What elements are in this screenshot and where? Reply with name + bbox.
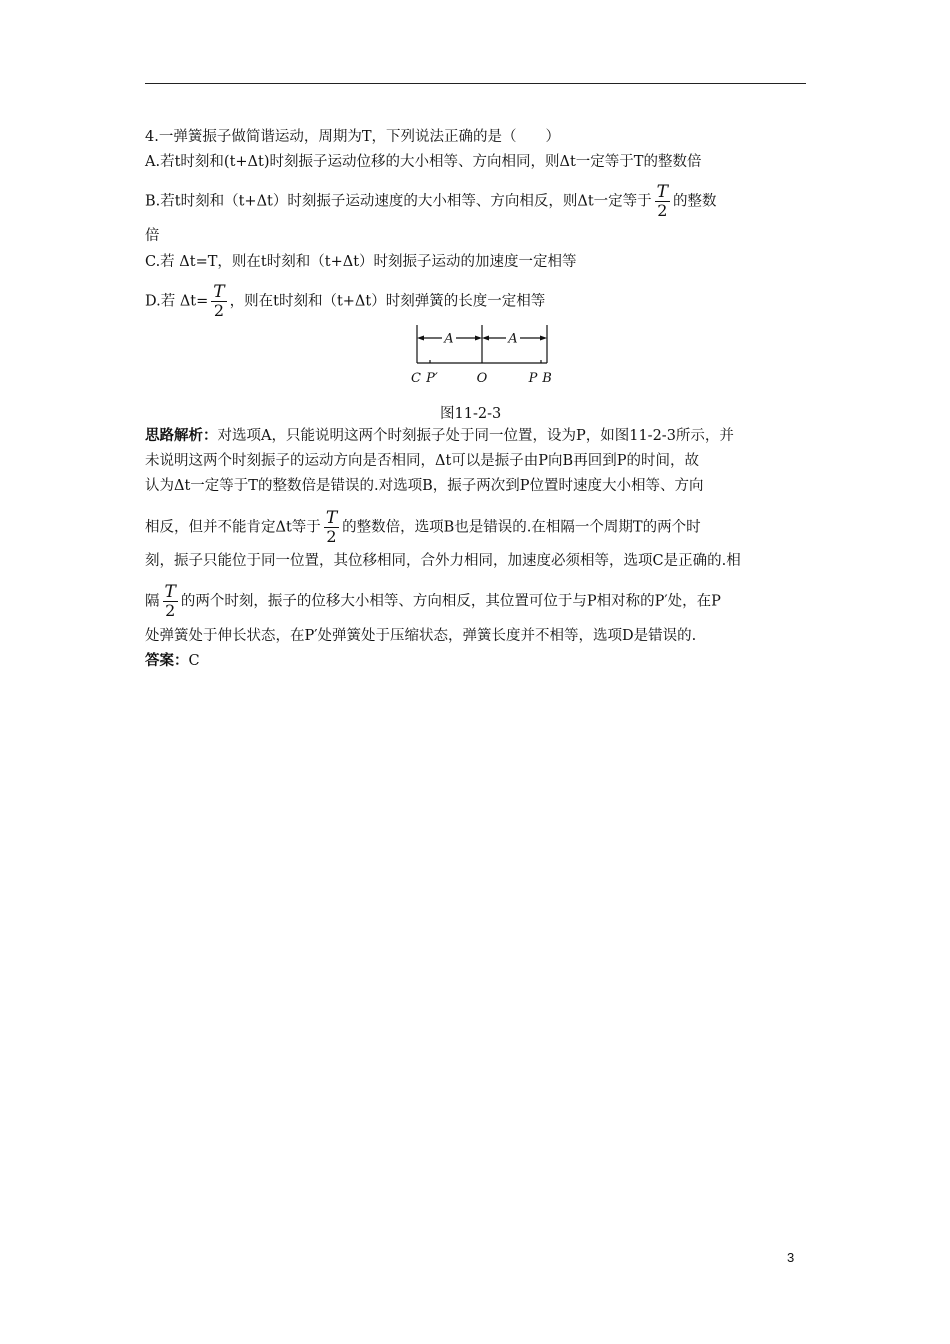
arrowhead bbox=[540, 336, 547, 341]
option-b-continued: 倍 bbox=[145, 228, 160, 244]
analysis-text: 对选项A，只能说明这两个时刻振子处于同一位置，设为P，如图11-2-3所示，并 bbox=[217, 428, 734, 444]
option-b-text-end: 的整数 bbox=[673, 193, 717, 210]
header-rule bbox=[145, 83, 806, 84]
option-a: A.若t时刻和(t+Δt)时刻振子运动位移的大小相等、方向相同，则Δt一定等于T的整数倍 bbox=[145, 154, 702, 170]
fraction-t-over-2 bbox=[163, 584, 178, 619]
analysis-line-4 bbox=[145, 510, 701, 545]
label-c: C bbox=[411, 371, 421, 386]
fraction-t-over-2 bbox=[324, 510, 339, 545]
analysis-text: 的整数倍，选项B也是错误的.在相隔一个周期T的两个时 bbox=[342, 519, 701, 536]
analysis-line-3: 认为Δt一定等于T的整数倍是错误的.对选项B，振子两次到P位置时速度大小相等、方向 bbox=[145, 478, 704, 494]
option-d bbox=[145, 284, 545, 319]
analysis-line-1 bbox=[145, 426, 734, 446]
analysis-text: 隔 bbox=[145, 593, 160, 610]
fraction-t-over-2 bbox=[655, 184, 670, 219]
fraction-denominator: 2 bbox=[213, 301, 225, 320]
arrowhead bbox=[417, 336, 424, 341]
arrowhead bbox=[475, 336, 482, 341]
analysis-text: 相反，但并不能肯定Δt等于 bbox=[145, 519, 321, 536]
fraction-numerator: T bbox=[213, 282, 225, 302]
fraction-denominator: 2 bbox=[165, 601, 176, 620]
analysis-text: 的两个时刻，振子的位移大小相等、方向相反，其位置可位于与P相对称的P′处，在P bbox=[180, 593, 721, 610]
analysis-line-7: 处弹簧处于伸长状态，在P′处弹簧处于压缩状态，弹簧长度并不相等，选项D是错误的. bbox=[145, 628, 697, 644]
analysis-line-5: 刻，振子只能位于同一位置，其位移相同，合外力相同，加速度必须相等，选项C是正确的.相 bbox=[145, 553, 741, 569]
option-c: C.若 Δt=T，则在t时刻和（t+Δt）时刻振子运动的加速度一定相等 bbox=[145, 254, 577, 270]
option-b bbox=[145, 184, 717, 219]
fraction-numerator: T bbox=[325, 508, 338, 528]
answer-line bbox=[145, 651, 200, 671]
analysis-line-6 bbox=[145, 584, 721, 619]
arrowhead bbox=[482, 336, 489, 341]
analysis-heading: 思路解析： bbox=[145, 427, 218, 444]
spring-oscillator-diagram bbox=[405, 323, 565, 393]
figure-caption: 图11-2-3 bbox=[440, 406, 502, 422]
fraction-t-over-2 bbox=[211, 284, 226, 319]
page-number: 3 bbox=[787, 1250, 795, 1265]
label-p-prime: P′ bbox=[426, 371, 438, 386]
fraction-numerator: T bbox=[656, 182, 669, 202]
fraction-numerator: T bbox=[164, 582, 176, 602]
option-d-text: D.若 Δt= bbox=[145, 293, 209, 310]
option-d-text-end: ，则在t时刻和（t+Δt）时刻弹簧的长度一定相等 bbox=[229, 293, 546, 310]
fraction-denominator: 2 bbox=[326, 527, 337, 546]
question-stem: 4.一弹簧振子做简谐运动，周期为T，下列说法正确的是（ ） bbox=[145, 129, 561, 145]
analysis-line-2: 未说明这两个时刻振子的运动方向是否相同，Δt可以是振子由P向B再回到P的时间，故 bbox=[145, 453, 699, 469]
label-a-right: A bbox=[508, 331, 518, 347]
label-p: P bbox=[528, 371, 538, 386]
answer-value: C bbox=[188, 653, 200, 669]
fraction-denominator: 2 bbox=[657, 201, 668, 220]
label-o: O bbox=[476, 371, 488, 386]
label-b: B bbox=[542, 371, 552, 386]
label-a-left: A bbox=[444, 331, 454, 347]
answer-heading: 答案： bbox=[145, 652, 189, 669]
option-b-text: B.若t时刻和（t+Δt）时刻振子运动速度的大小相等、方向相反，则Δt一定等于 bbox=[145, 193, 652, 210]
